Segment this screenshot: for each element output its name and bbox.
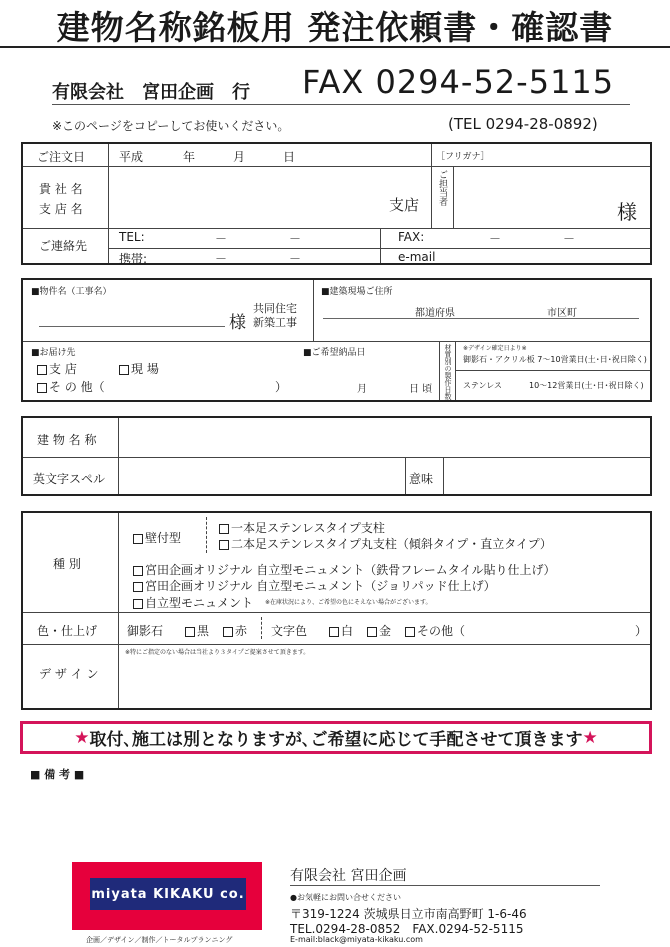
black-option[interactable]: [185, 622, 209, 639]
one-leg-checkbox[interactable]: [219, 524, 229, 534]
gold-checkbox[interactable]: [367, 627, 377, 637]
type-label: 種 別: [53, 557, 81, 571]
gold-option[interactable]: [367, 622, 391, 639]
other-color-checkbox[interactable]: [405, 627, 415, 637]
letter-color-label: 文字色: [271, 624, 308, 638]
delivery-other-text: そ の 他（: [49, 380, 105, 394]
white-checkbox[interactable]: [329, 627, 339, 637]
orig1-checkbox[interactable]: [133, 566, 143, 576]
property-name-label: ■物件名（工事名）: [31, 287, 112, 297]
branch-name-label: 支 店 名: [39, 202, 83, 216]
two-leg-checkbox[interactable]: [219, 540, 229, 550]
contact-person-label: ご担当者: [437, 170, 447, 206]
english-spell-label: 英文字スペル: [33, 472, 106, 486]
wall-text: 壁付型: [145, 531, 182, 545]
email-field-label: e-mail: [398, 250, 436, 264]
tel-number: (TEL 0294-28-0892): [448, 115, 598, 133]
fax-field-label: FAX:: [398, 230, 425, 244]
other-color-close: ）: [635, 624, 648, 638]
granite-label: 御影石: [127, 624, 164, 638]
tel-field-label: TEL:: [119, 230, 145, 244]
year-label: 年: [183, 150, 196, 164]
footer-email[interactable]: E-mail:black@miyata-kikaku.com: [290, 935, 423, 944]
tel-dash-2: －: [289, 232, 302, 246]
copy-note: ※このページをコピーしてお使いください。: [52, 119, 290, 133]
star-icon-right: ★: [582, 727, 598, 748]
other-color-option[interactable]: [405, 622, 465, 639]
self-option[interactable]: [133, 594, 253, 611]
recipient-company: 有限会社 宮田企画 行: [52, 82, 250, 103]
design-confirm-note: ※デザイン確定日より※: [463, 345, 527, 352]
two-leg-text: 二本足ステンレスタイプ丸支柱（傾斜タイプ・直立タイプ）: [231, 537, 552, 551]
red-checkbox[interactable]: [223, 627, 233, 637]
honorific-sama: 様: [617, 200, 637, 224]
remarks-label: ■ 備 考 ■: [30, 768, 85, 781]
other-color-text: その他（: [417, 624, 466, 638]
city-label: 市区町: [547, 308, 577, 319]
tel-dash-1: －: [215, 232, 228, 246]
footer-tagline: 企画／デザイン／制作／トータルプランニング: [86, 936, 233, 944]
red-text: 赤: [235, 624, 248, 638]
materials-days-label: 材質別の製作日数: [444, 344, 452, 400]
type-section: [21, 511, 652, 710]
white-text: 白: [341, 624, 354, 638]
building-name-label: 建 物 名 称: [37, 433, 97, 447]
orig1-text: 宮田企画オリジナル 自立型モニュメント（鉄骨フレームタイル貼り仕上げ）: [145, 563, 556, 577]
color-finish-label: 色・仕上げ: [37, 624, 98, 638]
footer-company: 有限会社 宮田企画: [290, 868, 407, 884]
design-label: デ ザ イ ン: [39, 667, 99, 681]
footer-divider: [290, 885, 600, 886]
steel-label: ステンレス: [463, 381, 502, 390]
fax-dash-1: －: [489, 232, 502, 246]
orig2-text: 宮田企画オリジナル 自立型モニュメント（ジョリパッド仕上げ）: [145, 579, 496, 593]
meaning-label: 意味: [409, 472, 434, 486]
mobile-dash-2: －: [289, 252, 302, 266]
names-section: [21, 416, 652, 496]
branch-suffix: 支店: [389, 196, 420, 214]
delivery-label: ■お届け先: [31, 348, 76, 358]
design-note: ※特にご指定のない場合は当社より３タイプご提案させて頂きます。: [125, 649, 310, 656]
company-logo: [72, 862, 262, 930]
footer-telfax: TEL.0294-28-0852 FAX.0294-52-5115: [290, 922, 524, 936]
steel-days: 10〜12営業日(土･日･祝日除く): [529, 381, 644, 390]
desired-day: 日 頃: [409, 384, 433, 395]
delivery-branch-text: 支 店: [49, 362, 77, 376]
property-sama: 様: [229, 313, 246, 333]
banner-text: 取付､施工は別となりますが､ご希望に応じて手配させて頂きます: [89, 730, 583, 750]
desired-month: 月: [357, 384, 367, 395]
property-section: [21, 278, 652, 402]
two-leg-option[interactable]: [219, 535, 552, 552]
kyodo-label: 共同住宅: [253, 302, 297, 315]
self-checkbox[interactable]: [133, 599, 143, 609]
orig2-checkbox[interactable]: [133, 582, 143, 592]
footer-inquiry: ●お気軽にお問い合せください: [290, 893, 401, 902]
company-name-label: 貴 社 名: [39, 182, 83, 196]
white-option[interactable]: [329, 622, 353, 639]
month-label: 月: [233, 150, 246, 164]
one-leg-text: 一本足ステンレスタイプ支柱: [231, 521, 385, 535]
fax-number: FAX 0294-52-5115: [302, 63, 615, 101]
delivery-other-close: ）: [275, 380, 288, 394]
black-checkbox[interactable]: [185, 627, 195, 637]
desired-date-label: ■ご希望納品日: [303, 348, 366, 358]
gold-text: 金: [379, 624, 392, 638]
installation-banner: [20, 721, 652, 754]
page-title: 建物名称銘板用 発注依頼書・確認書: [56, 8, 614, 47]
delivery-site-option[interactable]: [119, 360, 159, 377]
footer-address: 〒319-1224 茨城県日立市南高野町 1-6-46: [290, 907, 527, 921]
site-address-label: ■建築現場ご住所: [321, 287, 393, 297]
other-checkbox[interactable]: [37, 383, 47, 393]
contact-label: ご連絡先: [39, 239, 88, 253]
self-text: 自立型モニュメント: [145, 596, 254, 610]
red-option[interactable]: [223, 622, 247, 639]
mobile-field-label: 携帯:: [119, 252, 148, 266]
orig2-option[interactable]: [133, 577, 496, 594]
title-divider: [0, 46, 670, 48]
mobile-dash-1: －: [215, 252, 228, 266]
black-text: 黒: [197, 624, 210, 638]
orig1-option[interactable]: [133, 561, 556, 578]
furigana-label: ［フリガナ］: [436, 152, 490, 162]
stone-days: 御影石・アクリル板 7〜10営業日(土･日･祝日除く): [463, 355, 647, 364]
delivery-branch-option[interactable]: [37, 360, 77, 377]
era-label: 平成: [119, 150, 144, 164]
delivery-other-option[interactable]: [37, 378, 105, 395]
logo-text: miyata KIKAKU co.: [90, 878, 246, 910]
shinchiku-label: 新築工事: [253, 316, 297, 329]
branch-checkbox[interactable]: [37, 365, 47, 375]
wall-checkbox[interactable]: [133, 534, 143, 544]
order-info-section: [21, 142, 652, 265]
header-divider: [52, 104, 630, 105]
wall-option[interactable]: [133, 529, 181, 546]
site-checkbox[interactable]: [119, 365, 129, 375]
prefecture-label: 都道府県: [415, 308, 455, 319]
order-date-label: ご注文日: [37, 150, 86, 164]
star-icon-left: ★: [74, 727, 90, 748]
one-leg-option[interactable]: [219, 519, 385, 536]
fax-dash-2: －: [563, 232, 576, 246]
day-label: 日: [283, 150, 296, 164]
stock-note: ※在庫状況により、ご希望の色にそえない場合がございます。: [265, 599, 432, 606]
delivery-site-text: 現 場: [131, 362, 159, 376]
